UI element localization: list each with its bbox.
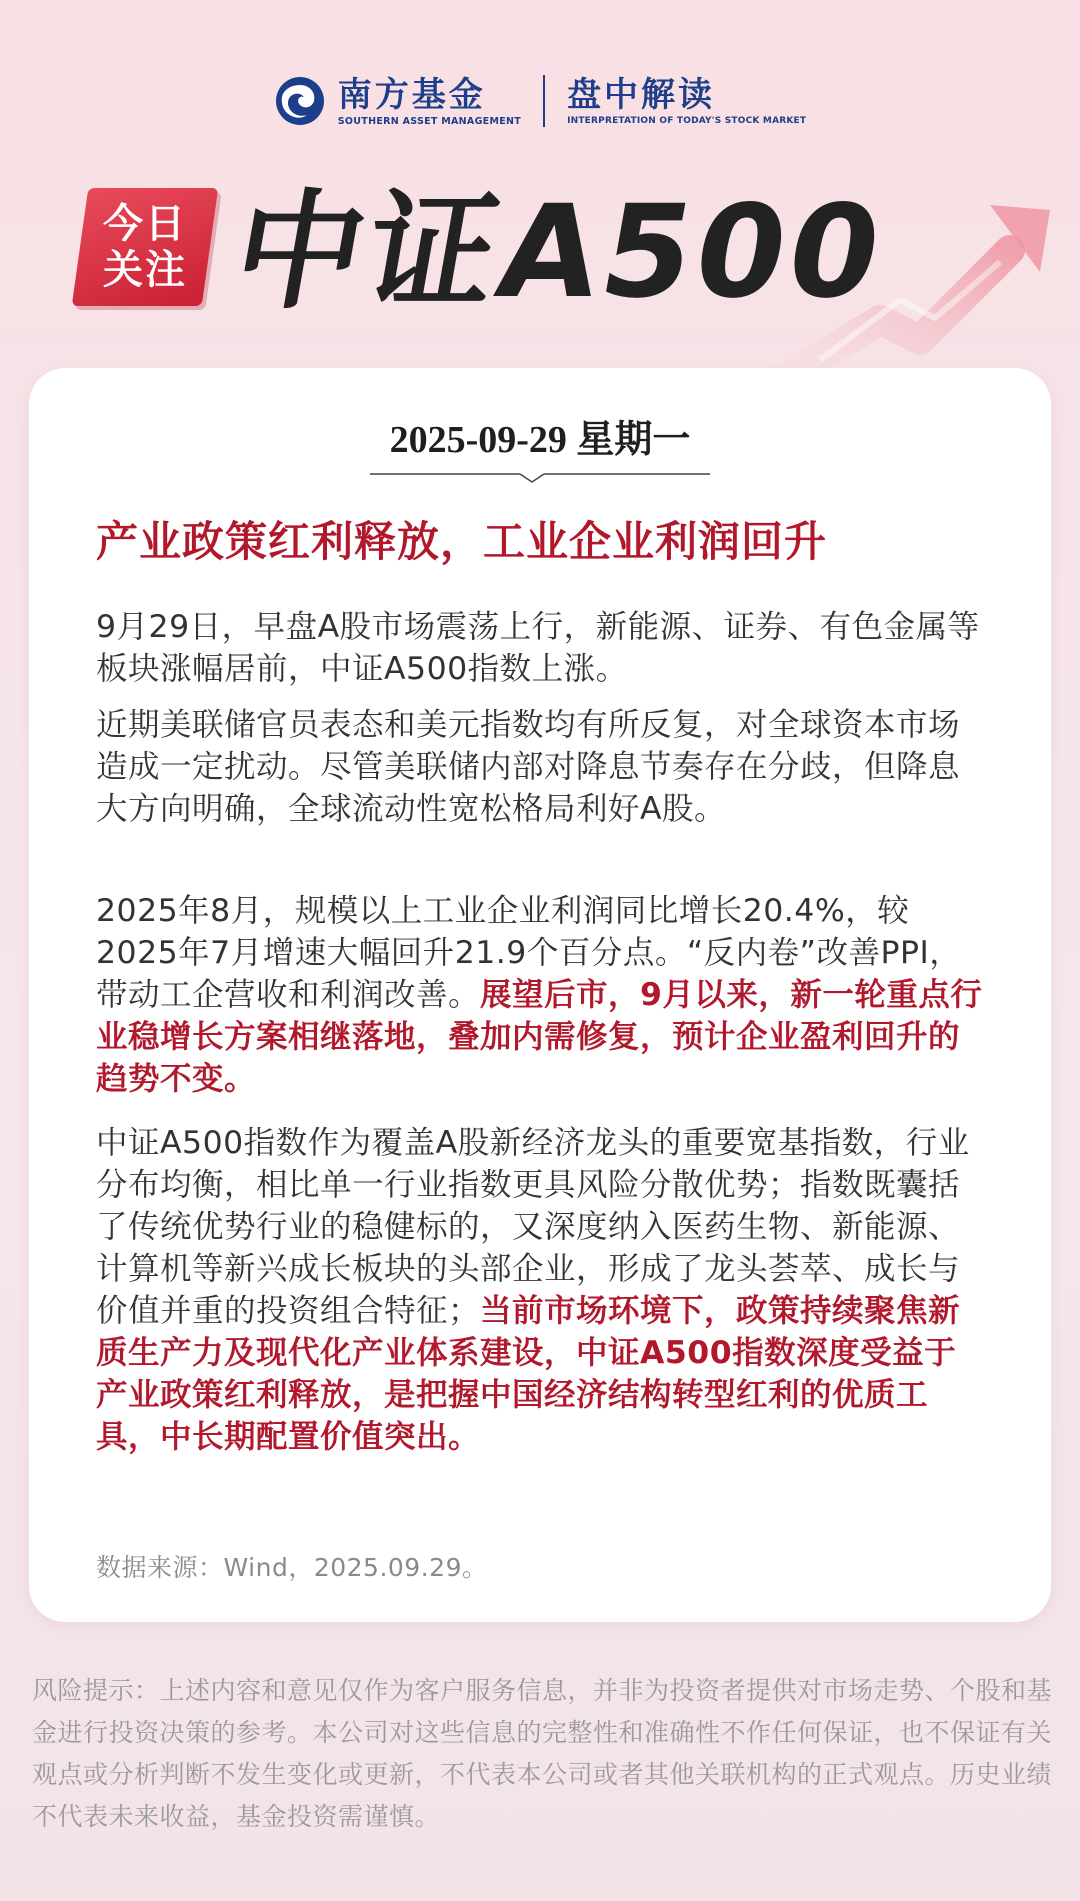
paragraph-4-highlight: 当前市场环境下，政策持续聚焦新质生产力及现代化产业体系建设，中证A500指数深度受益于产业政策红利释放，是把握中国经济结构转型红利的优质工具，中长期配置价值突出。 (96, 1293, 961, 1455)
badge-line-1: 今日 (103, 201, 187, 247)
article-headline: 产业政策红利释放，工业企业利润回升 (96, 517, 828, 566)
risk-disclaimer: 风险提示：上述内容和意见仅作为客户服务信息，并非为投资者提供对市场走势、个股和基金进行投资决策的参考。本公司对这些信息的完整性和准确性不作任何保证，也不保证有关观点或分析判断不发生变化或更新，不代表本公司或者其他关联机构的正式观点。历史业绩不代表未来收益，基金投资需谨慎。 (32, 1676, 1053, 1831)
paragraph-2 (96, 704, 986, 830)
paragraph-4 (96, 1122, 986, 1458)
paragraph-3-text: 2025年8月，规模以上工业企业利润同比增长20.4%，较2025年7月增速大幅回升21.9个百分点。“反内卷”改善PPI，带动工企营收和利润改善。 (96, 893, 962, 1013)
page-title: 中证A500 (222, 178, 896, 327)
section-name: 盘中解读 (567, 75, 716, 115)
paragraph-2-text: 近期美联储官员表态和美元指数均有所反复，对全球资本市场造成一定扰动。尽管美联储内部对降息节奏存在分歧，但降息大方向明确，全球流动性宽松格局利好A股。 (96, 707, 961, 827)
brand-name-en: SOUTHERN ASSET MANAGEMENT (337, 115, 522, 127)
data-source-note: 数据来源：Wind，2025.09.29。 (96, 1553, 488, 1582)
paragraph-3 (96, 890, 986, 1100)
paragraph-1 (96, 606, 986, 690)
badge-line-2: 关注 (103, 247, 187, 293)
paragraph-4-text: 中证A500指数作为覆盖A股新经济龙头的重要宽基指数，行业分布均衡，相比单一行业指数更具风险分散优势；指数既囊括了传统优势行业的稳健标的，又深度纳入医药生物、新能源、计算机等新兴成长板块的头部企业，形成了龙头荟萃、成长与价值并重的投资组合特征； (96, 1125, 970, 1329)
today-focus-badge-text (80, 188, 210, 306)
brand-name: 南方基金 (337, 74, 486, 115)
paragraph-1-text: 9月29日，早盘A股市场震荡上行，新能源、证券、有色金属等板块涨幅居前，中证A500指数上涨。 (96, 609, 980, 687)
header-divider (543, 75, 545, 127)
date-underline (370, 468, 710, 484)
southern-asset-swirl-logo-icon (274, 75, 326, 127)
date-label: 2025-09-29 星期一 (389, 419, 691, 461)
brand-block (338, 76, 521, 127)
paragraph-3-highlight: 展望后市，9月以来，新一轮重点行业稳增长方案相继落地，叠加内需修复，预计企业盈利回升的趋势不变。 (96, 977, 983, 1097)
section-name-en: INTERPRETATION OF TODAY'S STOCK MARKET (567, 116, 807, 126)
section-block (567, 76, 806, 126)
header-logo-bar (0, 62, 1080, 140)
